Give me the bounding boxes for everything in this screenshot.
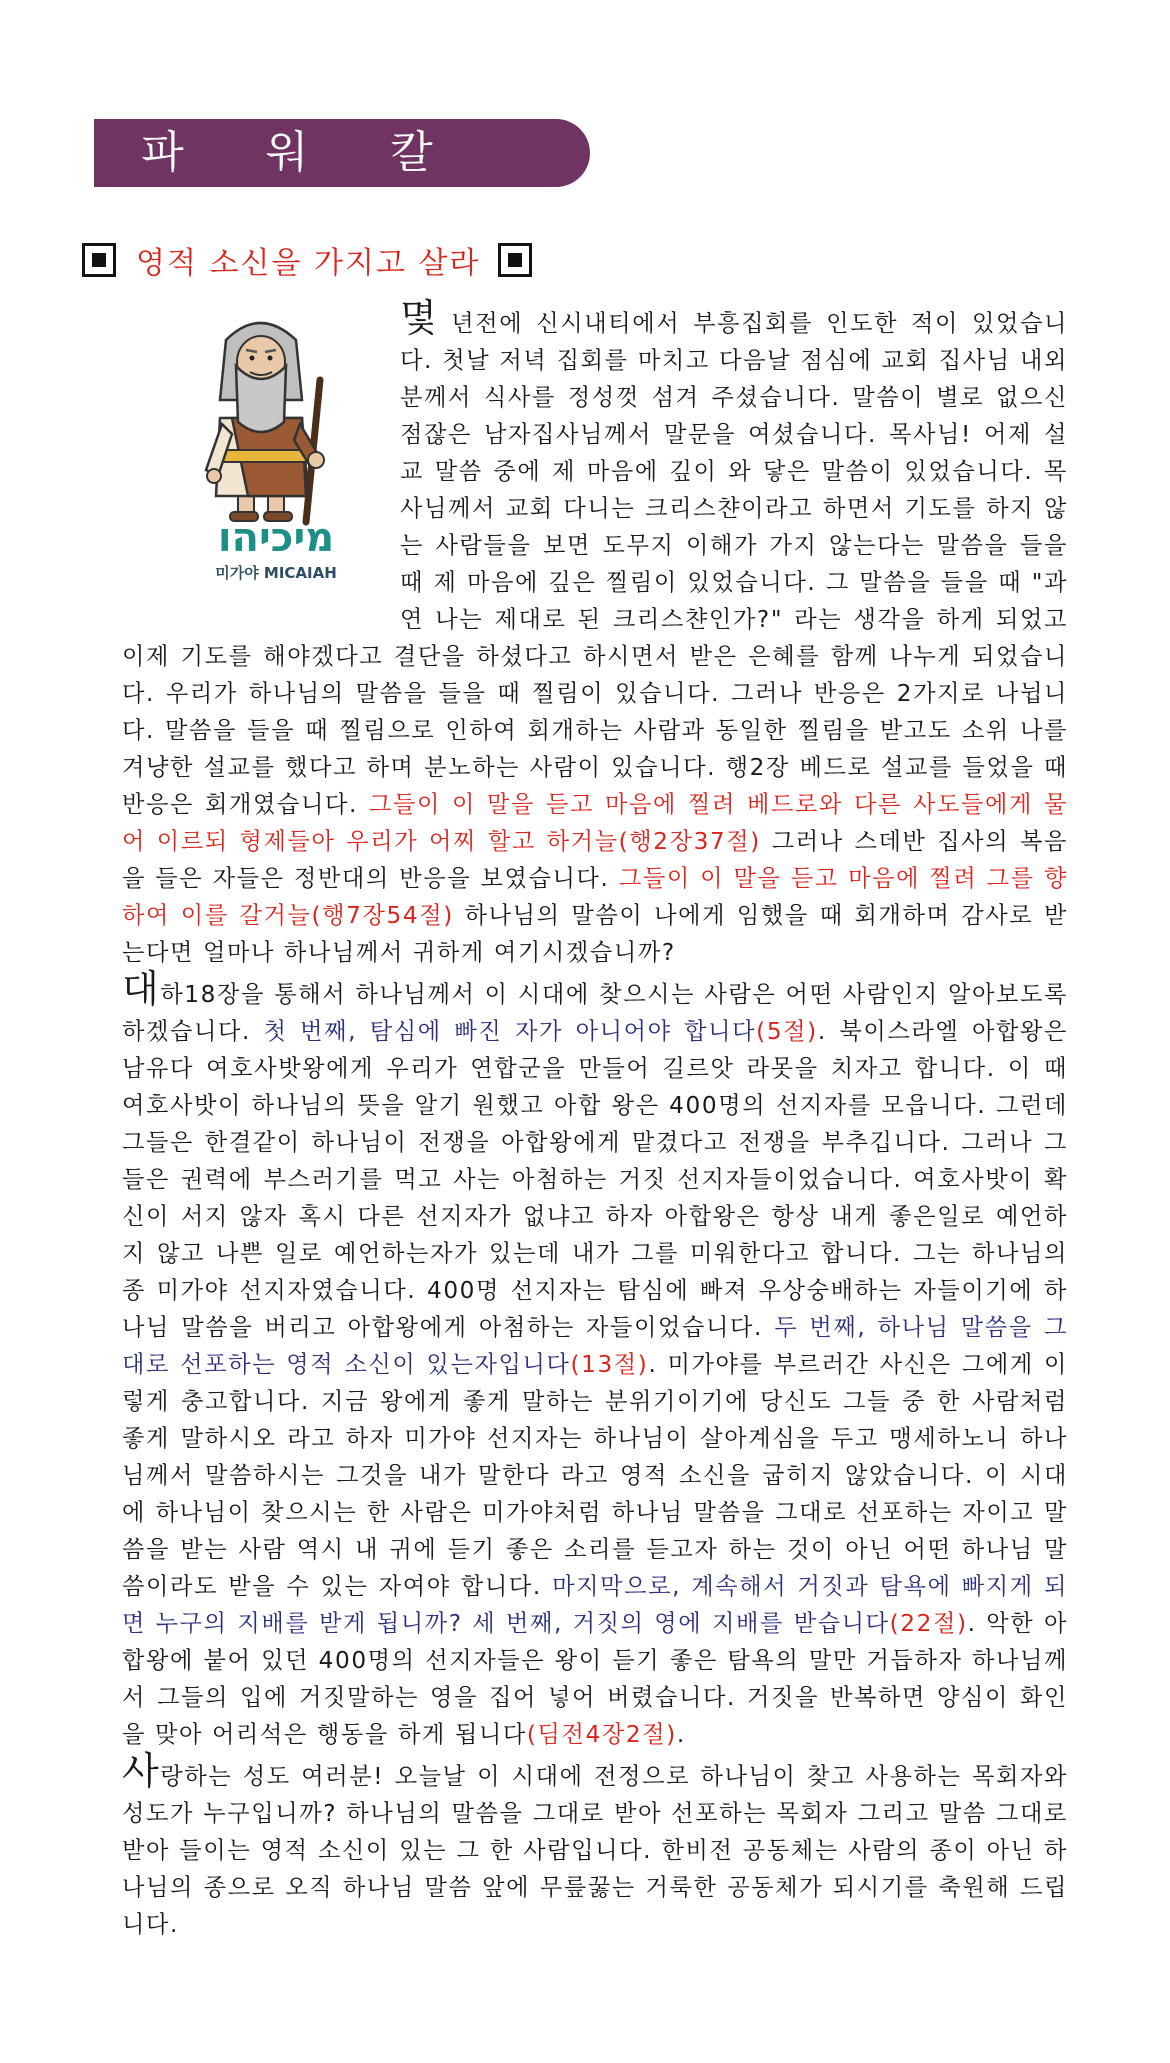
verse-ref: (5절) (756, 1018, 818, 1045)
verse-ref: (딤전4장2절) (526, 1721, 677, 1748)
text: . 악한 아합왕에 붙어 있던 400명의 선지자들은 왕이 듣기 좋은 탐욕의 말만 거듭하자 하나님께서 그들의 입에 거짓말하는 영을 집어 넣어 버렸습니다. 거짓을 반복하면 양심이 화인을 맞아 어리석은 행동을 하게 됩니다 (122, 1610, 1068, 1748)
article-title: 영적 소신을 가지고 살라 (136, 246, 481, 281)
scripture-quote: 그들이 이 말을 듣고 마음에 찔려 베드로와 다른 사도들에게 물어 이르되 형제들아 우리가 어찌 할고 하거늘(행2장37절) (122, 791, 1069, 855)
paragraph-3 (122, 1749, 1068, 1943)
article-body (122, 296, 1069, 1943)
text: 하나님의 말씀이 나에게 임했을 때 회개하며 감사로 받는다면 얼마나 하나님께서 귀하게 여기시겠습니까? (122, 902, 1068, 966)
dropcap: 몇 (400, 296, 439, 340)
text: 년전에 신시내티에서 부흥집회를 인도한 적이 있었습니다. 첫날 저녁 집회를 마치고 다음날 점심에 교회 집사님 내외분께서 식사를 정성껏 섬겨 주셨습니다. 말씀이 별로 없으신 점잖은 남자집사님께서 말문을 여셨습니다. 목사님! 어제 설교 말씀 중에 제 마음에 깊이 와 닿은 말씀이 있었습니다. 목사님께서 교회 다니는 크리스챤이라고 하면서 기도를 하지 않는 사람들을 보면 도무지 이해가 가지 않는다는 말씀을 들을 때 제 마음에 깊은 찔림이 있었습니다. 그 말씀을 들을 때 "과연 나는 제대로 된 크리스챤인가?" 라는 생각을 하게 되었고 이제 기도를 해야겠다고 결단을 하셨다고 하시면서 받은 은혜를 함께 나누게 되었습니다. 우리가 하나님의 말씀을 들을 때 찔림이 있습니다. 그러나 반응은 2가지로 나뉩니다. 말씀을 들을 때 찔림으로 인하여 회개하는 사람과 동일한 찔림을 받고도 소위 나를 겨냥한 설교를 했다고 하며 분노하는 사람이 있습니다. 행2장 베드로 설교를 들었을 때 반응은 회개였습니다. (122, 310, 1068, 818)
key-point: 첫 번째, 탐심에 빠진 자가 아니어야 합니다 (263, 1018, 757, 1045)
verse-ref: (22절) (889, 1610, 968, 1637)
square-bullet-icon (82, 243, 116, 277)
dropcap: 사 (122, 1749, 161, 1793)
dropcap: 대 (122, 967, 161, 1011)
figure-hebrew-name: מיכיהו (217, 515, 335, 561)
verse-ref: (13절) (570, 1351, 649, 1378)
micaiah-figure (120, 300, 400, 612)
text: 하18장을 통해서 하나님께서 이 시대에 찾으시는 사람은 어떤 사람인지 알아보도록 하겠습니다. (122, 981, 1068, 1045)
square-bullet-icon (498, 243, 532, 277)
key-point: 두 번째, 하나님 말씀을 그대로 선포하는 영적 소신이 있는자입니다 (122, 1314, 1068, 1378)
text: . (676, 1721, 686, 1748)
text: . 미가야를 부르러간 사신은 그에게 이렇게 충고합니다. 지금 왕에게 좋게 말하는 분위기이기에 당신도 그들 중 한 사람처럼 좋게 말하시오 라고 하자 미가야 선지자는 하나님이 살아계심을 두고 맹세하노니 하나님께서 말씀하시는 그것을 내가 말한다 라고 영적 소신을 굽히지 않았습니다. 이 시대에 하나님이 찾으시는 한 사람은 미가야처럼 하나님 말씀을 그대로 선포하는 자이고 말씀을 받는 사람 역시 내 귀에 듣기 좋은 소리를 듣고자 하는 것이 아닌 어떤 하나님 말씀이라도 받을 수 있는 자여야 합니다. (122, 1351, 1068, 1600)
column-banner (94, 119, 590, 246)
key-point: 마지막으로, 계속해서 거짓과 탐욕에 빠지게 되면 누구의 지배를 받게 됩니까? 세 번째, 거짓의 영에 지배를 받습니다 (122, 1573, 1068, 1637)
figure-caption: 미가야 MICAIAH (215, 564, 337, 582)
article-title-row (82, 238, 532, 282)
paragraph-2 (122, 967, 1069, 1753)
text: 랑하는 성도 여러분! 오늘날 이 시대에 전정으로 하나님이 찾고 사용하는 목회자와 성도가 누구입니까? 하나님의 말씀을 그대로 받아 선포하는 목회자 그리고 말씀 그대로 받아 들이는 영적 소신이 있는 그 한 사람입니다. 한비전 공동체는 사람의 종이 아닌 하나님의 종으로 오직 하나님 말씀 앞에 무릎꿇는 거룩한 공동체가 되시기를 축원해 드립니다. (122, 1763, 1068, 1938)
text: . 북이스라엘 아합왕은 남유다 여호사밧왕에게 우리가 연합군을 만들어 길르앗 라못을 치자고 합니다. 이 때 여호사밧이 하나님의 뜻을 알기 원했고 아합 왕은 400명의 선지자를 모읍니다. 그런데 그들은 한결같이 하나님이 전쟁을 아합왕에게 맡겼다고 전쟁을 부추깁니다. 그러나 그들은 권력에 부스러기를 먹고 사는 아첨하는 거짓 선지자들이었습니다. 여호사밧이 확신이 서지 않자 혹시 다른 선지자가 없냐고 하자 아합왕은 항상 내게 좋은일로 예언하지 않고 나쁜 일로 예언하는자가 있는데 내가 그를 미워한다고 합니다. 그는 하나님의 종 미가야 선지자였습니다. 400명 선지자는 탐심에 빠져 우상숭배하는 자들이기에 하나님 말씀을 버리고 아합왕에게 아첨하는 자들이었습니다. (122, 1018, 1069, 1341)
scripture-quote: 그들이 이 말을 듣고 마음에 찔려 그를 향하여 이를 갈거늘(행7장54절) (122, 865, 1068, 929)
column-label: 파 워 칼 럼 (141, 127, 467, 246)
prophet-illustration (120, 300, 400, 530)
text: 그러나 스데반 집사의 복음을 들은 자들은 정반대의 반응을 보였습니다. (122, 828, 1068, 892)
